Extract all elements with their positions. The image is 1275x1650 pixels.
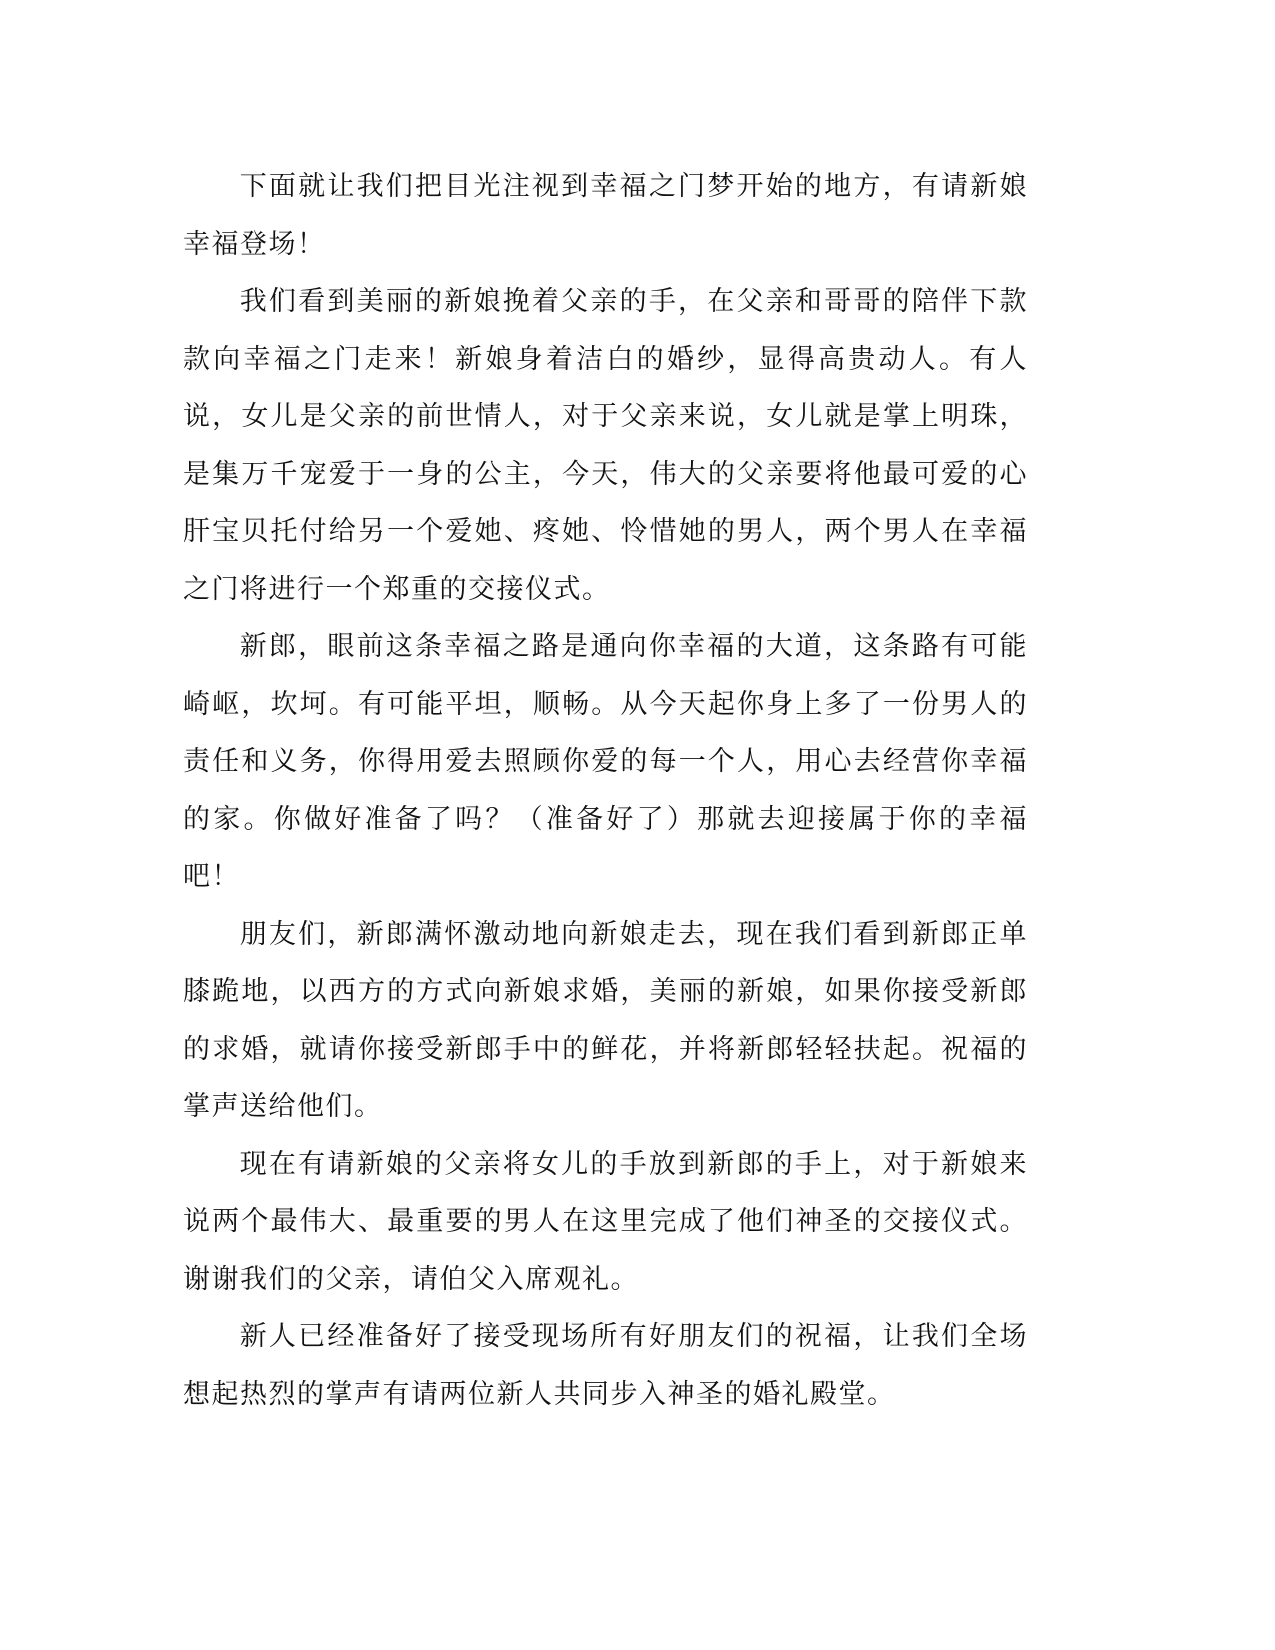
paragraph-2: 我们看到美丽的新娘挽着父亲的手，在父亲和哥哥的陪伴下款款向幸福之门走来！新娘身着洁白的婚纱，显得高贵动人。有人说，女儿是父亲的前世情人，对于父亲来说，女儿就是掌上明珠，是集万千宠爱于一身的公主，今天，伟大的父亲要将他最可爱的心肝宝贝托付给另一个爱她、疼她、怜惜她的男人，两个男人在幸福之门将进行一个郑重的交接仪式。 <box>183 286 1028 605</box>
paragraph-5: 现在有请新娘的父亲将女儿的手放到新郎的手上，对于新娘来说两个最伟大、最重要的男人在这里完成了他们神圣的交接仪式。谢谢我们的父亲，请伯父入席观礼。 <box>183 1148 1028 1295</box>
document-body <box>183 158 1028 1423</box>
paragraph-3: 新郎，眼前这条幸福之路是通向你幸福的大道，这条路有可能崎岖，坎坷。有可能平坦，顺畅。从今天起你身上多了一份男人的责任和义务，你得用爱去照顾你爱的每一个人，用心去经营你幸福的家。你做好准备了吗？（准备好了）那就去迎接属于你的幸福吧！ <box>183 631 1028 892</box>
paragraph-4: 朋友们，新郎满怀激动地向新娘走去，现在我们看到新郎正单膝跪地，以西方的方式向新娘求婚，美丽的新娘，如果你接受新郎的求婚，就请你接受新郎手中的鲜花，并将新郎轻轻扶起。祝福的掌声送给他们。 <box>183 918 1028 1122</box>
paragraph-6: 新人已经准备好了接受现场所有好朋友们的祝福，让我们全场想起热烈的掌声有请两位新人共同步入神圣的婚礼殿堂。 <box>183 1321 1028 1410</box>
paragraph-1: 下面就让我们把目光注视到幸福之门梦开始的地方，有请新娘幸福登场！ <box>183 171 1028 260</box>
